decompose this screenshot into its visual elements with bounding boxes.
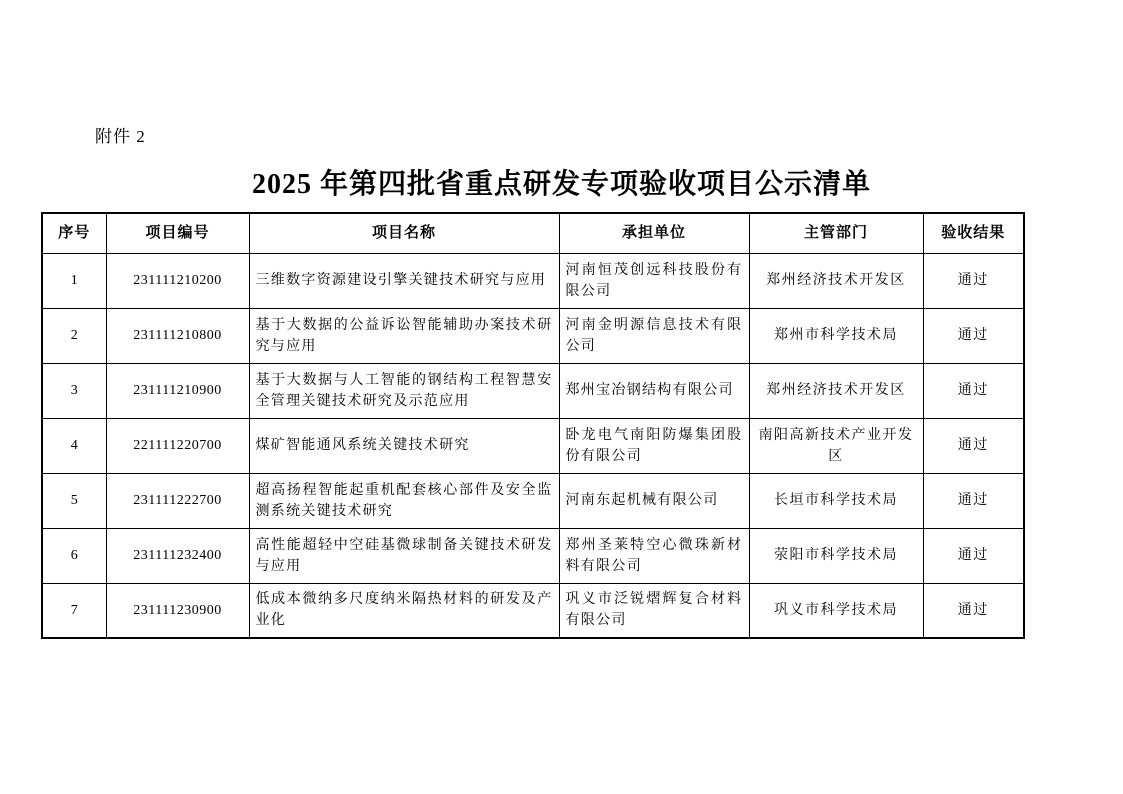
column-header-dept: 主管部门 (749, 213, 923, 253)
cell-project-name: 高性能超轻中空硅基微球制备关键技术研发与应用 (249, 528, 559, 583)
cell-undertaking-unit: 河南金明源信息技术有限公司 (559, 308, 749, 363)
cell-seq: 7 (42, 583, 106, 638)
cell-supervising-dept: 巩义市科学技术局 (749, 583, 923, 638)
cell-project-name: 低成本微纳多尺度纳米隔热材料的研发及产业化 (249, 583, 559, 638)
cell-project-code: 231111210200 (106, 253, 249, 308)
cell-seq: 6 (42, 528, 106, 583)
attachment-label: 附件 2 (95, 127, 146, 146)
table-row (42, 528, 1024, 583)
cell-supervising-dept: 荥阳市科学技术局 (749, 528, 923, 583)
cell-project-code: 231111210800 (106, 308, 249, 363)
projects-table (41, 212, 1025, 639)
cell-acceptance-result: 通过 (923, 583, 1024, 638)
cell-supervising-dept: 郑州经济技术开发区 (749, 363, 923, 418)
table-row (42, 308, 1024, 363)
cell-project-name: 基于大数据的公益诉讼智能辅助办案技术研究与应用 (249, 308, 559, 363)
column-header-unit: 承担单位 (559, 213, 749, 253)
column-header-seq: 序号 (42, 213, 106, 253)
cell-undertaking-unit: 河南恒茂创远科技股份有限公司 (559, 253, 749, 308)
cell-supervising-dept: 南阳高新技术产业开发区 (749, 418, 923, 473)
cell-seq: 1 (42, 253, 106, 308)
cell-acceptance-result: 通过 (923, 308, 1024, 363)
cell-supervising-dept: 郑州市科学技术局 (749, 308, 923, 363)
cell-seq: 3 (42, 363, 106, 418)
cell-undertaking-unit: 巩义市泛锐熠辉复合材料有限公司 (559, 583, 749, 638)
cell-undertaking-unit: 郑州宝冶钢结构有限公司 (559, 363, 749, 418)
cell-undertaking-unit: 郑州圣莱特空心微珠新材料有限公司 (559, 528, 749, 583)
cell-seq: 5 (42, 473, 106, 528)
cell-project-name: 基于大数据与人工智能的钢结构工程智慧安全管理关键技术研究及示范应用 (249, 363, 559, 418)
table-row (42, 418, 1024, 473)
cell-seq: 2 (42, 308, 106, 363)
projects-table-container (41, 212, 1023, 639)
cell-project-name: 三维数字资源建设引擎关键技术研究与应用 (249, 253, 559, 308)
cell-undertaking-unit: 卧龙电气南阳防爆集团股份有限公司 (559, 418, 749, 473)
column-header-name: 项目名称 (249, 213, 559, 253)
cell-seq: 4 (42, 418, 106, 473)
cell-acceptance-result: 通过 (923, 528, 1024, 583)
cell-undertaking-unit: 河南东起机械有限公司 (559, 473, 749, 528)
cell-project-name: 煤矿智能通风系统关键技术研究 (249, 418, 559, 473)
page-title: 2025 年第四批省重点研发专项验收项目公示清单 (251, 169, 871, 200)
cell-project-name: 超高扬程智能起重机配套核心部件及安全监测系统关键技术研究 (249, 473, 559, 528)
table-row (42, 363, 1024, 418)
table-row (42, 253, 1024, 308)
table-header-row (42, 213, 1024, 253)
cell-project-code: 231111210900 (106, 363, 249, 418)
table-row (42, 583, 1024, 638)
column-header-code: 项目编号 (106, 213, 249, 253)
cell-project-code: 231111222700 (106, 473, 249, 528)
cell-project-code: 221111220700 (106, 418, 249, 473)
cell-supervising-dept: 郑州经济技术开发区 (749, 253, 923, 308)
cell-acceptance-result: 通过 (923, 253, 1024, 308)
cell-supervising-dept: 长垣市科学技术局 (749, 473, 923, 528)
cell-acceptance-result: 通过 (923, 473, 1024, 528)
cell-project-code: 231111232400 (106, 528, 249, 583)
cell-acceptance-result: 通过 (923, 418, 1024, 473)
column-header-result: 验收结果 (923, 213, 1024, 253)
cell-acceptance-result: 通过 (923, 363, 1024, 418)
table-row (42, 473, 1024, 528)
cell-project-code: 231111230900 (106, 583, 249, 638)
